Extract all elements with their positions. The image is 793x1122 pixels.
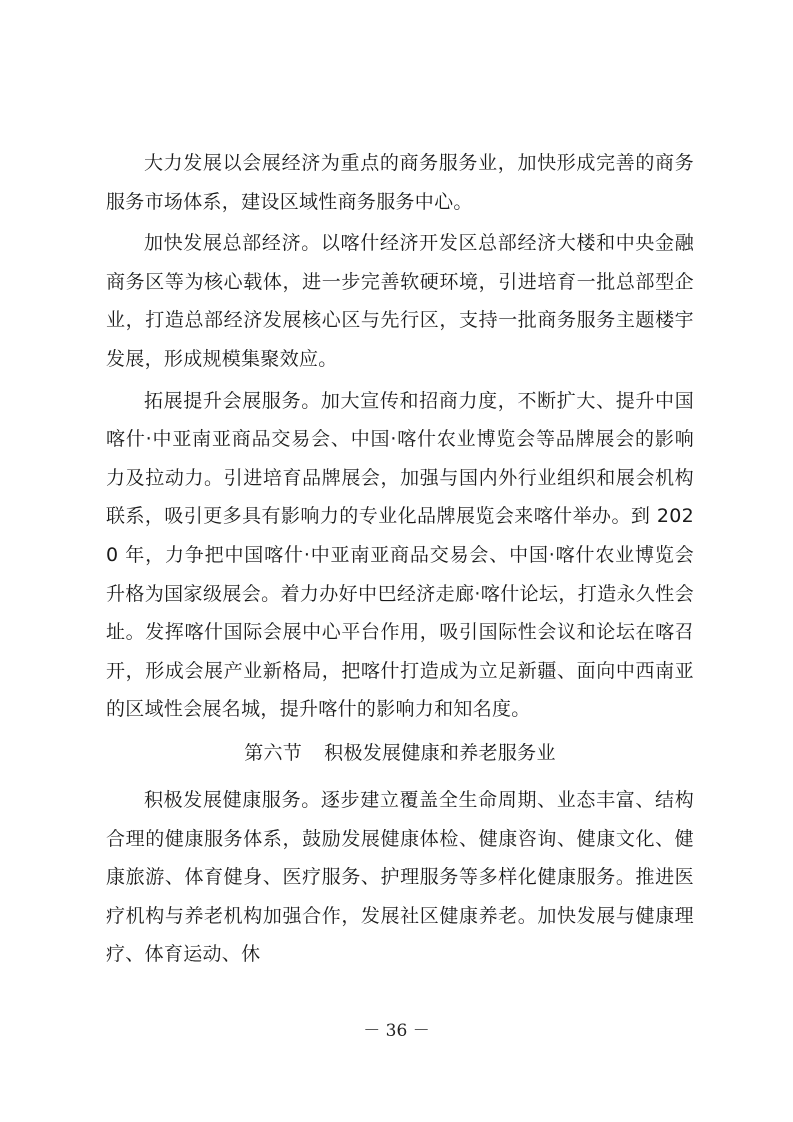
paragraph-headquarters-economy: 加快发展总部经济。以喀什经济开发区总部经济大楼和中央金融商务区等为核心载体，进一步完善软硬环境，引进培育一批总部型企业，打造总部经济发展核心区与先行区，支持一批商务服务主题楼宇发展，形成规模集聚效应。 — [106, 232, 694, 370]
page-number: － 36 － — [363, 1021, 430, 1041]
paragraph-health-services: 积极发展健康服务。逐步建立覆盖全生命周期、业态丰富、结构合理的健康服务体系，鼓励发展健康体检、健康咨询、健康文化、健康旅游、体育健身、医疗服务、护理服务等多样化健康服务。推进医疗机构与养老机构加强合作，发展社区健康养老。加快发展与健康理疗、体育运动、休 — [106, 788, 694, 966]
body-text — [106, 144, 694, 977]
section-title: 积极发展健康和养老服务业 — [324, 741, 556, 764]
paragraph-exhibition-services: 拓展提升会展服务。加大宣传和招商力度，不断扩大、提升中国喀什·中亚南亚商品交易会、中国·喀什农业博览会等品牌展会的影响力及拉动力。引进培育品牌展会，加强与国内外行业组织和展会机构联系，吸引更多具有影响力的专业化品牌展览会来喀什举办。到 2020 年，力争把中国喀什·中亚南亚商品交易会、中国·喀什农业博览会升格为国家级展会。着力办好中巴经济走廊·喀什论坛，打造永久性会址。发挥喀什国际会展中心平台作用，吸引国际性会议和论坛在喀召开，形成会展产业新格局，把喀什打造成为立足新疆、面向中西南亚的区域性会展名城，提升喀什的影响力和知名度。 — [106, 389, 694, 721]
section-heading — [106, 733, 694, 773]
section-number: 第六节 — [244, 741, 303, 764]
paragraph-business-services: 大力发展以会展经济为重点的商务服务业，加快形成完善的商务服务市场体系，建设区域性商务服务中心。 — [106, 152, 694, 213]
